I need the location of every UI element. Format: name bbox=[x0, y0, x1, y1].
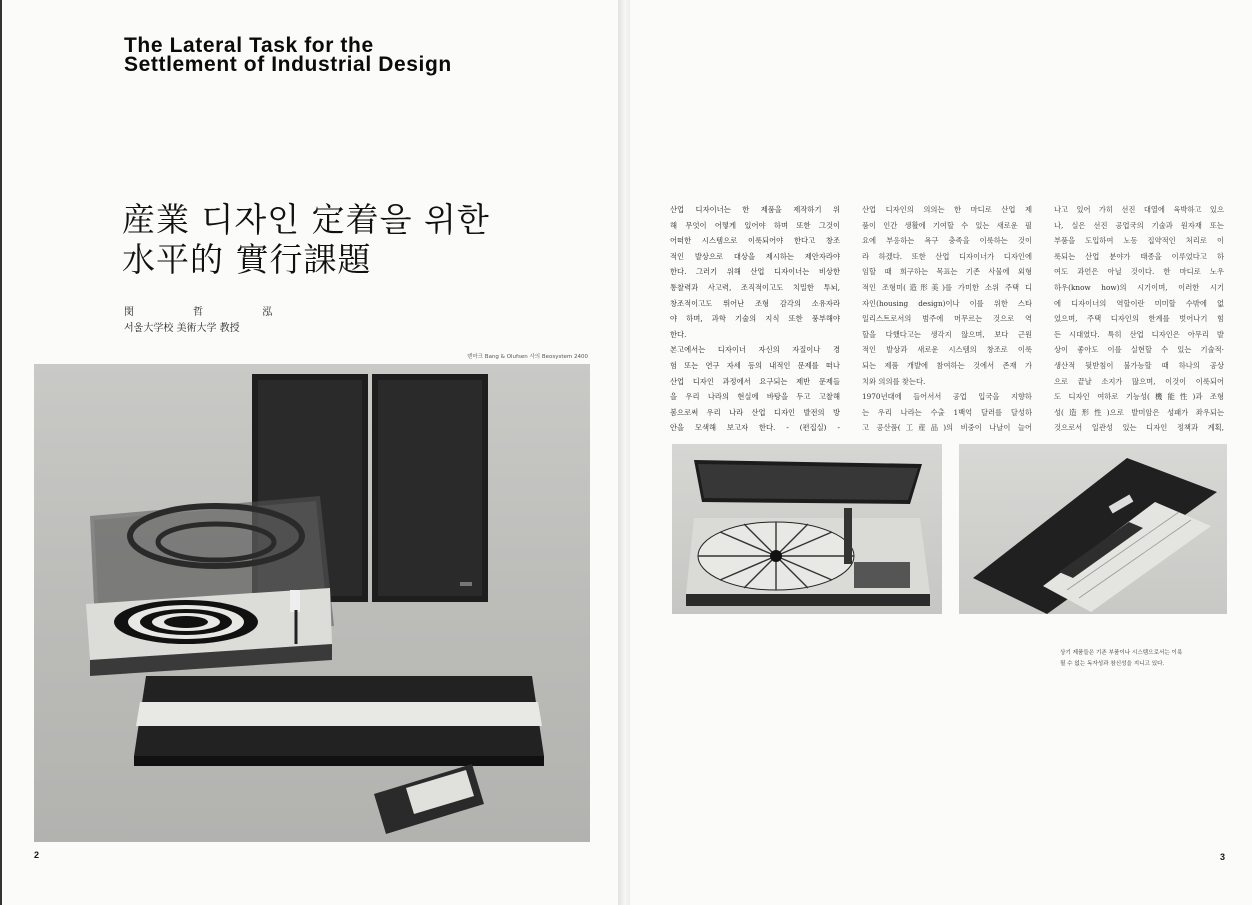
text-line: 나, 실은 선진 공업국의 기술과 원자재 또는 bbox=[1054, 220, 1224, 230]
caption-line: 될 수 없는 독자성과 참신성을 지니고 있다. bbox=[1060, 661, 1165, 667]
text-line: 산업 디자이너는 한 제품을 제작하기 위 bbox=[670, 205, 840, 214]
text-line: 도 디자인 여하로 기능성(機能性)과 조형 bbox=[1054, 392, 1224, 402]
text-line: 할을 다했다고는 생각지 않으며, 보다 근원 bbox=[862, 329, 1032, 339]
body-column-2 bbox=[862, 202, 1032, 436]
korean-title bbox=[122, 200, 490, 280]
korean-title-line-2: 水平的 實行課題 bbox=[122, 240, 372, 279]
text-line: 을 우리 나라의 현실에 바탕을 두고 고찰해 bbox=[670, 392, 840, 402]
english-title bbox=[124, 36, 452, 74]
text-line: 에 디자이너의 역할이란 미미할 수밖에 없 bbox=[1054, 298, 1224, 308]
author-affiliation: 서울大学校 美術大学 教授 bbox=[124, 323, 240, 334]
text-line: 본고에서는 디자이너 자신의 자질이나 경 bbox=[670, 345, 840, 355]
text-line: 창조적이고도 뛰어난 조형 감각의 소유자라 bbox=[670, 298, 840, 308]
text-line: 하우(know how)의 시기이며, 이러한 시기 bbox=[1054, 282, 1224, 292]
text-line: 으로 끝날 소지가 많으며, 이것이 이룩되어 bbox=[1054, 376, 1224, 386]
text-line: 임할 때 희구하는 목표는 기존 사물에 외형 bbox=[862, 267, 1032, 277]
body-column-3 bbox=[1054, 202, 1224, 436]
text-line: 성(造形性)으로 발미암은 성패가 좌우되는 bbox=[1054, 407, 1224, 417]
text-line: 부품을 도입하여 노동 집약적인 처리로 이 bbox=[1054, 236, 1224, 246]
english-title-line-1: The Lateral Task for the bbox=[124, 34, 374, 57]
text-line: 는 우리 나라는 수출 1백억 달러를 달성하 bbox=[862, 407, 1032, 417]
text-line: 나고 있어 가히 선진 대열에 육박하고 있으 bbox=[1054, 205, 1224, 214]
text-line: 치와 의의를 찾는다. bbox=[862, 376, 926, 386]
text-line: 통찰력과 사고력, 조직적이고도 치밀한 투뇌, bbox=[670, 282, 840, 292]
text-line: 한다. 그러기 위해 산업 디자이너는 비상한 bbox=[670, 267, 840, 277]
text-line: 라 하겠다. 또한 산업 디자이너가 디자인에 bbox=[862, 251, 1032, 261]
text-line: 상이 좋아도 이를 실현할 수 있는 기술적· bbox=[1054, 345, 1224, 355]
photo-caption bbox=[1060, 648, 1228, 670]
caption-line: 상기 제품들은 기존 부품이나 시스템으로서는 이룩 bbox=[1060, 650, 1183, 656]
text-line: 산업 디자인의 의의는 한 마디로 산업 제 bbox=[862, 205, 1032, 214]
text-line: 1970년대에 들어서서 공업 입국을 지향하 bbox=[862, 392, 1032, 402]
beosystem-photo bbox=[34, 364, 590, 842]
text-line: 룩되는 산업 분야가 태종을 이루었다고 하 bbox=[1054, 251, 1224, 261]
text-line: 든 시대였다. 특히 산업 디자인은 아무리 발 bbox=[1054, 329, 1224, 339]
text-line: 어떠한 시스템으로 이룩되어야 한다고 창조 bbox=[670, 236, 840, 246]
text-line: 품이 인간 생활에 기여할 수 있는 새로운 필 bbox=[862, 220, 1032, 230]
text-line: 적인 발상과 새로운 시스템의 창조로 이룩 bbox=[862, 345, 1032, 355]
turntable-photo bbox=[672, 444, 942, 614]
text-line: 야 하며, 과학 기술의 지식 또한 풍부해야 bbox=[670, 314, 840, 324]
text-line: 안을 모색해 보고자 한다. - (편집실) - bbox=[670, 423, 840, 433]
text-line: 일리스트로서의 범주에 머무르는 것으로 역 bbox=[862, 314, 1032, 324]
text-line: 산업 디자인 과정에서 요구되는 제반 문제들 bbox=[670, 376, 840, 386]
korean-title-line-1: 産業 디자인 定着을 위한 bbox=[122, 200, 490, 239]
text-line: 었으며, 주택 디자인의 한계를 벗어나기 힘 bbox=[1054, 314, 1224, 324]
page-number-left: 2 bbox=[34, 850, 40, 860]
text-line: 생산적 뒷받침이 불가능할 때 하나의 공상 bbox=[1054, 360, 1224, 370]
text-line: 적인 조형미(造形美)를 가미한 소위 주택 디 bbox=[862, 282, 1032, 292]
photo-credit: 덴마크 Bang & Olufsen 사의 Beosystem 2400 bbox=[467, 354, 588, 360]
text-line: 되는 제품 개발에 참여하는 것에서 존재 가 bbox=[862, 360, 1032, 370]
text-line: 험 또는 연구 자세 등의 내적인 문제를 떠나 bbox=[670, 360, 840, 370]
beosystem-illustration bbox=[34, 364, 590, 842]
text-line: 한다. bbox=[670, 329, 687, 339]
body-column-1 bbox=[670, 202, 840, 436]
english-title-line-2: Settlement of Industrial Design bbox=[124, 53, 452, 76]
right-page bbox=[630, 0, 1252, 905]
left-page bbox=[0, 0, 618, 905]
text-line: 고 공산품(工産品)의 비중이 나날이 늘어 bbox=[862, 423, 1032, 433]
text-line: 요에 부응하는 욕구 충족을 이룩하는 것이 bbox=[862, 236, 1032, 246]
page-gutter bbox=[618, 0, 630, 905]
text-line: 자인(housing design)이나 이를 위한 스타 bbox=[862, 298, 1032, 308]
text-line: 여도 과언은 아닐 것이다. 한 마디로 노우 bbox=[1054, 267, 1224, 277]
author-name: 閔 哲 泓 bbox=[124, 307, 301, 318]
text-line: 것으로서 일관성 있는 디자인 정책과 계획, bbox=[1054, 423, 1224, 433]
turntable-illustration bbox=[672, 444, 942, 614]
receiver-photo bbox=[959, 444, 1227, 614]
receiver-illustration bbox=[959, 444, 1227, 614]
text-line: 봄으로써 우리 나라 산업 디자인 발전의 방 bbox=[670, 407, 840, 417]
text-line: 적인 발상으로 대상을 제시하는 제안자라야 bbox=[670, 251, 840, 261]
text-line: 해 무엇이 어떻게 있어야 하며 또한 그것이 bbox=[670, 220, 840, 230]
page-number-right: 3 bbox=[1220, 852, 1226, 862]
